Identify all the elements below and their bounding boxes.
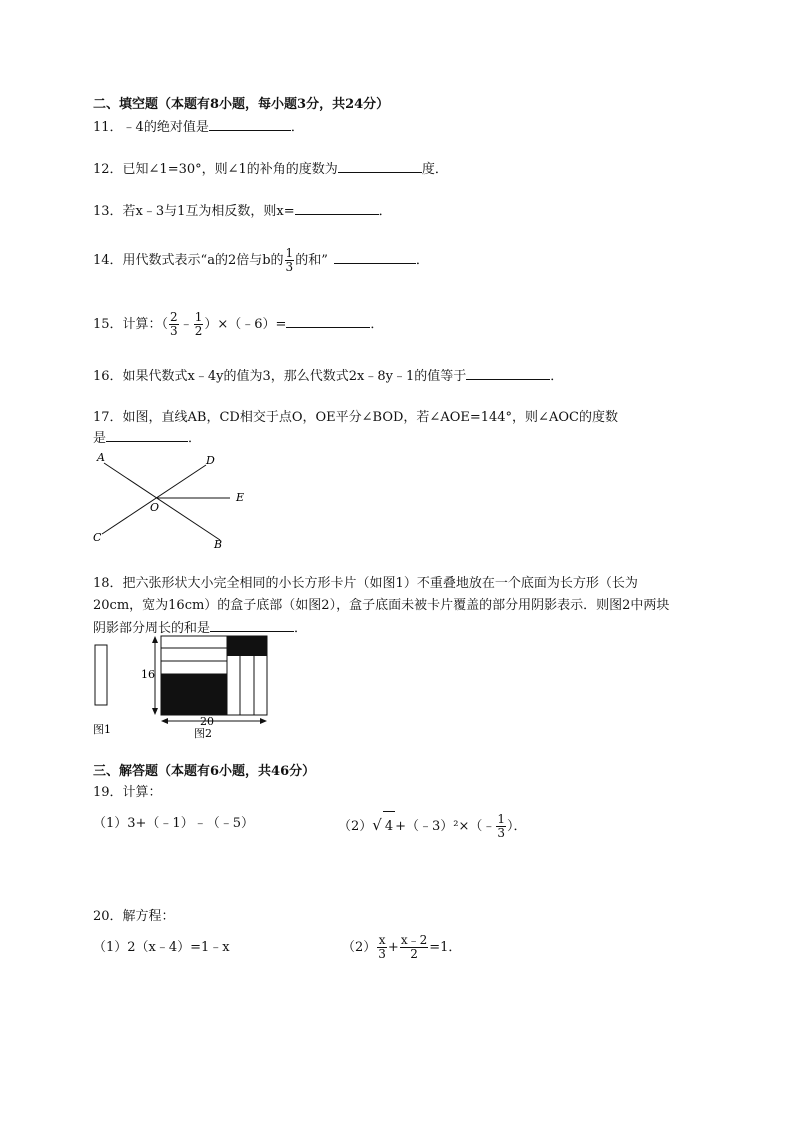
answer-blank-11[interactable] [209, 118, 291, 131]
question-18-line-1: 18．把六张形状大小完全相同的小长方形卡片（如图1）不重叠地放在一个底面为长方形（长为 [93, 576, 638, 591]
question-15-text: 15．计算：（ [93, 317, 169, 332]
fraction-x-over-3: $\frac{x}{3}$ [378, 933, 386, 961]
arrow-down-icon [152, 708, 158, 715]
label-e: E [236, 491, 245, 504]
question-15-post: ）×（﹣6）= [204, 317, 287, 332]
question-12-text: 12．已知∠1=30°，则∠1的补角的度数为 [93, 162, 338, 177]
question-15 [93, 310, 383, 340]
question-19-title: 19．计算： [93, 785, 162, 800]
section-3-title: 三、解答题（本题有6小题，共46分） [93, 764, 316, 779]
question-19-part-1: （1）3+（﹣1）﹣（﹣5） [93, 816, 254, 831]
question-14-end: ． [415, 253, 429, 268]
label-d: D [206, 454, 215, 467]
question-13-end: ． [378, 204, 392, 219]
question-20-part-2 [342, 933, 461, 963]
question-17-text: 是 [93, 431, 107, 446]
question-20-part-1: （1）2（x﹣4）=1﹣x [93, 940, 230, 955]
radicand: 4 [383, 811, 395, 842]
label-b: B [214, 538, 223, 551]
line-ab [104, 463, 220, 540]
question-20-part-2-label: （2） [342, 940, 377, 955]
answer-blank-14[interactable] [334, 251, 416, 264]
question-16 [93, 367, 563, 386]
label-o: O [150, 501, 160, 514]
question-20-title: 20．解方程： [93, 909, 175, 924]
question-15-end: ． [370, 317, 384, 332]
question-17-line-1: 17．如图，直线AB，CD相交于点O，OE平分∠BOD，若∠AOE=144°，则∠AOC的度数 [93, 410, 618, 425]
answer-blank-18[interactable] [210, 619, 294, 632]
question-13-text: 13．若x﹣3与1互为相反数，则x= [93, 204, 295, 219]
figure-18-box-cards [90, 634, 290, 744]
label-a: A [97, 451, 105, 464]
minus-sign: ﹣ [179, 317, 193, 332]
figure-17-intersecting-lines [90, 448, 260, 554]
fraction-one-half: $\frac{1}{2}$ [194, 310, 203, 338]
fraction-x-minus-2-over-2: $\frac{x﹣2}{2}$ [400, 933, 428, 961]
arrow-right-icon [260, 718, 267, 724]
question-16-text: 16．如果代数式x﹣4y的值为3，那么代数式2x﹣8y﹣1的值等于 [93, 369, 467, 384]
line-cd [102, 465, 206, 534]
plus-sign: + [387, 940, 399, 955]
shaded-region-bottom-left [161, 674, 227, 715]
question-18-line-2: 20cm，宽为16cm）的盒子底部（如图2），盒子底面未被卡片覆盖的部分用阴影表示．则图2中两块 [93, 598, 670, 613]
fraction-one-third: $\frac{1}{3}$ [497, 812, 506, 840]
square-root-icon: √ [372, 816, 382, 834]
question-14 [93, 246, 429, 276]
question-18-text: 阴影部分周长的和是 [93, 621, 211, 636]
answer-blank-13[interactable] [295, 202, 379, 215]
section-2-title: 二、填空题（本题有8小题，每小题3分，共24分） [93, 97, 390, 112]
question-12 [93, 160, 448, 179]
figure-1-card [95, 645, 107, 705]
shaded-region-top-right [227, 636, 267, 656]
question-11 [93, 118, 304, 137]
question-17-end: ． [188, 431, 202, 446]
question-19-part-2-mid: +（﹣3）²×（﹣ [395, 819, 496, 834]
question-17-line-2 [93, 429, 201, 448]
label-c: C [93, 531, 102, 544]
question-20-part-2-end: =1． [429, 940, 462, 955]
answer-blank-16[interactable] [466, 367, 550, 380]
question-13 [93, 202, 392, 221]
height-label: 16 [141, 668, 155, 681]
fraction-two-thirds: $\frac{2}{3}$ [170, 310, 178, 338]
question-16-end: ． [550, 369, 564, 384]
width-label: 20 [200, 715, 214, 728]
question-19-part-2-end: ）． [507, 819, 527, 834]
arrow-up-icon [152, 636, 158, 643]
question-14-post: 的和” [295, 253, 328, 268]
figure-1-label: 图1 [93, 723, 111, 736]
answer-blank-12[interactable] [338, 160, 422, 173]
fraction-one-third: $\frac{1}{3}$ [285, 246, 294, 274]
question-19-part-2 [338, 810, 527, 842]
arrow-left-icon [161, 718, 168, 724]
figure-2-label: 图2 [194, 727, 212, 740]
question-18-end: ． [294, 621, 308, 636]
question-11-text: 11．﹣4的绝对值是 [93, 120, 209, 135]
question-19-part-2-label: （2） [338, 819, 373, 834]
question-14-text: 14．用代数式表示“a的2倍与b的 [93, 253, 284, 268]
answer-blank-17[interactable] [106, 429, 188, 442]
question-12-end: 度． [421, 162, 448, 177]
answer-blank-15[interactable] [286, 315, 370, 328]
question-11-end: ． [290, 120, 304, 135]
